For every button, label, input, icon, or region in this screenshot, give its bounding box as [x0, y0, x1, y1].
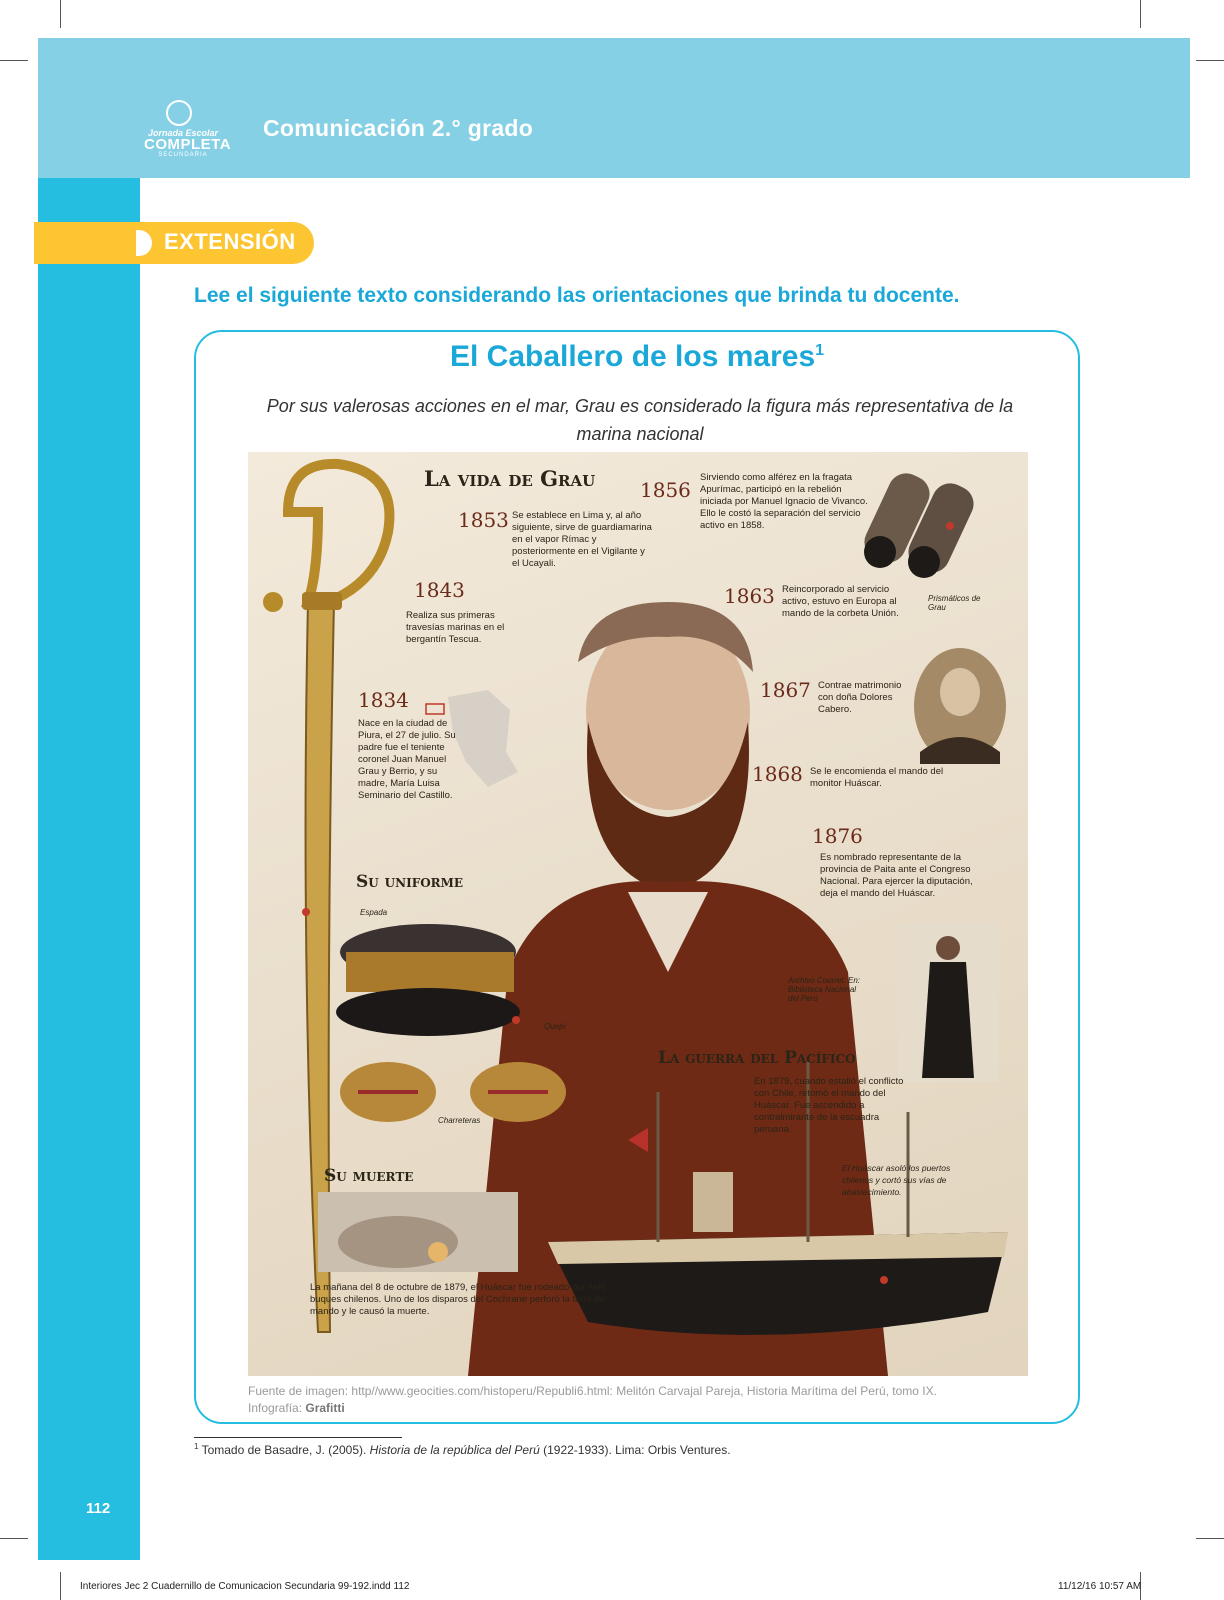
footnote-book-title: Historia de la república del Perú	[369, 1443, 540, 1457]
entry-1876: Es nombrado representante de la provincia de Paita ante el Congreso Nacional. Para ejercer la diputación, deja el mando del Huáscar.	[820, 852, 973, 899]
year-1867: 1867	[760, 678, 811, 702]
source-prefix: Infografía:	[248, 1401, 306, 1415]
heading-war: La guerra del Pacífico	[658, 1048, 856, 1068]
year-1843: 1843	[414, 578, 465, 602]
print-slug-date: 11/12/16 10:57 AM	[1058, 1581, 1142, 1592]
grau-infographic	[248, 452, 1028, 1376]
crop-mark	[60, 1572, 61, 1600]
footnote-rule	[194, 1437, 402, 1438]
entry-1853: Se establece en Lima y, al año siguiente, sirve de guardiamarina en el vapor Rímac y posteriormente en el Vigilante y el Ucayali.	[512, 510, 652, 569]
logo-line-3: SECUNDARIA	[158, 152, 208, 158]
cap-image	[336, 924, 520, 1036]
footnote-ref: 1	[815, 342, 825, 359]
year-1876: 1876	[812, 824, 863, 848]
footnote-before: Tomado de Basadre, J. (2005).	[198, 1443, 370, 1457]
source-line-2	[248, 1400, 937, 1417]
source-line-1: Fuente de imagen: http//www.geocities.com/histoperu/Republi6.html: Melitón Carvajal Pareja, Historia Marítima del Perú, tomo IX.	[248, 1384, 937, 1398]
heading-death: Su muerte	[324, 1166, 414, 1186]
year-1856: 1856	[640, 478, 691, 502]
header-title: Comunicación 2.° grado	[263, 115, 534, 141]
crop-mark	[60, 0, 61, 28]
print-slug-file: Interiores Jec 2 Cuadernillo de Comunicacion Secundaria 99-192.indd 112	[80, 1581, 410, 1592]
war-text: En 1879, cuando estalló el conflicto con Chile, retomó el mando del Huáscar. Fue ascendido a contralmirante de la escuadra peruana.	[754, 1076, 904, 1135]
entry-1868: Se le encomienda el mando del monitor Huáscar.	[810, 766, 944, 789]
caption-archive: Archivo Courret. En: Biblioteca Nacional del Perú	[788, 976, 861, 1003]
reading-title	[194, 340, 1080, 374]
left-margin-bar	[38, 178, 140, 1560]
caption-cap: Quepí	[544, 1022, 566, 1031]
reading-subtitle: Por sus valerosas acciones en el mar, Grau es considerado la figura más representativa de la marina nacional	[266, 396, 1014, 444]
heading-life: La vida de Grau	[424, 466, 596, 491]
entry-1856: Sirviendo como alférez en la fragata Apurímac, participó en la rebelión iniciada por Manuel Ignacio de Vivanco. Ello le costó la separación del servicio activo en 1858.	[700, 472, 868, 531]
entry-1867: Contrae matrimonio con doña Dolores Cabero.	[818, 680, 902, 715]
battle-painting	[318, 1192, 518, 1272]
entry-1834: Nace en la ciudad de Piura, el 27 de julio. Su padre fue el teniente coronel Juan Manuel Grau y Berrio, y su madre, María Luisa Seminario del Castillo.	[358, 718, 456, 801]
sun-icon	[166, 100, 192, 126]
caption-epaulettes: Charreteras	[438, 1116, 481, 1125]
footnote-after: (1922-1933). Lima: Orbis Ventures.	[539, 1443, 731, 1457]
logo-line-1: Jornada Escolar	[147, 128, 219, 138]
dolores-cabero-portrait	[914, 648, 1006, 764]
page-number: 112	[86, 1500, 111, 1517]
source-author: Grafitti	[305, 1401, 345, 1415]
instruction-text: Lee el siguiente texto considerando las orientaciones que brinda tu docente.	[194, 284, 960, 307]
reading-title-text: El Caballero de los mares	[449, 340, 816, 373]
crop-mark	[0, 60, 28, 61]
jornada-completa-logo	[142, 96, 232, 160]
crop-mark	[1196, 1538, 1224, 1539]
entry-1843: Realiza sus primeras travesías marinas en el bergantín Tescua.	[406, 610, 505, 645]
year-1853: 1853	[458, 508, 509, 532]
caption-binoculars: Prismáticos de Grau	[928, 594, 981, 612]
image-source	[248, 1383, 937, 1417]
footnote	[194, 1442, 731, 1457]
year-1834: 1834	[358, 688, 409, 712]
standing-grau-photo	[898, 922, 998, 1082]
crop-mark	[1196, 60, 1224, 61]
year-1868: 1868	[752, 762, 803, 786]
ship-text: El Huáscar asoló los puertos chilenos y cortó sus vías de abastecimiento.	[842, 1163, 951, 1197]
epaulettes-image	[340, 1062, 566, 1122]
caption-sword: Espada	[360, 908, 388, 917]
footnote-number: 1	[194, 1442, 199, 1451]
crop-mark	[1140, 0, 1141, 28]
year-1863: 1863	[724, 584, 775, 608]
crop-mark	[0, 1538, 28, 1539]
logo-line-2: COMPLETA	[144, 136, 232, 153]
binoculars-image	[859, 467, 980, 578]
heading-uniform: Su uniforme	[356, 872, 464, 892]
section-tab-label: EXTENSIÓN	[164, 229, 296, 254]
entry-1863: Reincorporado al servicio activo, estuvo en Europa al mando de la corbeta Unión.	[782, 584, 899, 619]
death-text: La mañana del 8 de octubre de 1879, el Huáscar fue rodeado por seis buques chilenos. Uno de los disparos del Cochrane perforó la torre de mando y le causó la muerte.	[310, 1282, 606, 1317]
